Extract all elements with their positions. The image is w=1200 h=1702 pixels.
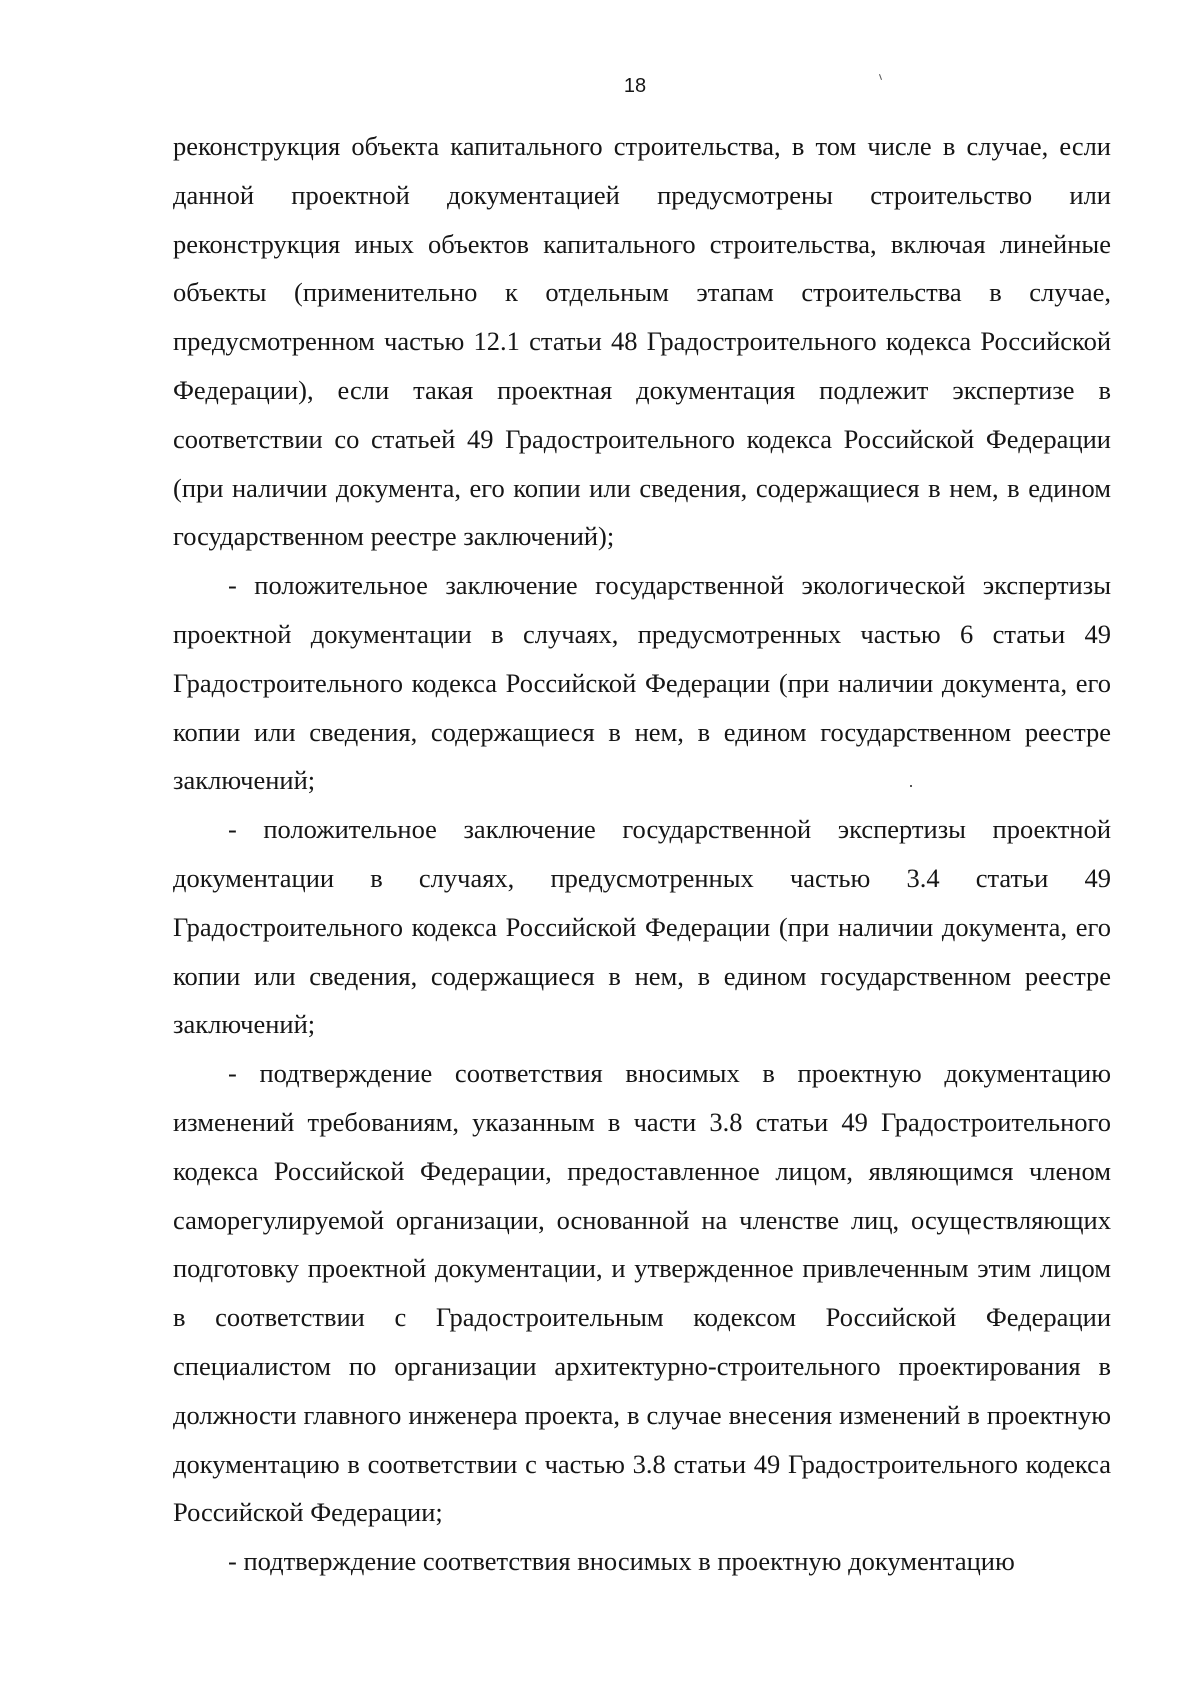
paragraph-state-expertise: - положительное заключение государственной экспертизы проектной документации в случаях, предусмотренных частью 3.4 статьи 49 Градостроительного кодекса Российской Федерации (при наличии документа, его копии или сведения, содержащиеся в нем, в едином государственном реестре заключений; [173,814,1111,1040]
paragraph-compliance-confirmation-2: - подтверждение соответствия вносимых в проектную документацию [228,1546,1015,1577]
paragraph-ecological-expertise: - положительное заключение государственной экологической экспертизы проектной документации в случаях, предусмотренных частью 6 статьи 49 Градостроительного кодекса Российской Федерации (при наличии документа, его копии или сведения, содержащиеся в нем, в едином государственном реестре заключений; [173,570,1111,796]
paragraph-continuation: реконструкция объекта капитального строительства, в том числе в случае, если данной проектной документацией предусмотрены строительство или реконструкция иных объектов капитального строительства, включая линейные объекты (применительно к отдельным этапам строительства в случае, предусмотренном частью 12.1 статьи 48 Градостроительного кодекса Российской Федерации), если такая проектная документация подлежит экспертизе в соответствии со статьей 49 Градостроительного кодекса Российской Федерации (при наличии документа, его копии или сведения, содержащиеся в нем, в едином государственном реестре заключений); [173,131,1111,552]
paragraph-compliance-confirmation: - подтверждение соответствия вносимых в проектную документацию изменений требованиям, указанным в части 3.8 статьи 49 Градостроительного кодекса Российской Федерации, предоставленное лицом, являющимся членом саморегулируемой организации, основанной на членстве лиц, осуществляющих подготовку проектной документации, и утвержденное привлеченным этим лицом в соответствии с Градостроительным кодексом Российской Федерации специалистом по организации архитектурно-строительного проектирования в должности главного инженера проекта, в случае внесения изменений в проектную документацию в соответствии с частью 3.8 статьи 49 Градостроительного кодекса Российской Федерации; [173,1058,1111,1528]
document-body [173,122,1111,1586]
page-number: 18 [623,75,647,97]
